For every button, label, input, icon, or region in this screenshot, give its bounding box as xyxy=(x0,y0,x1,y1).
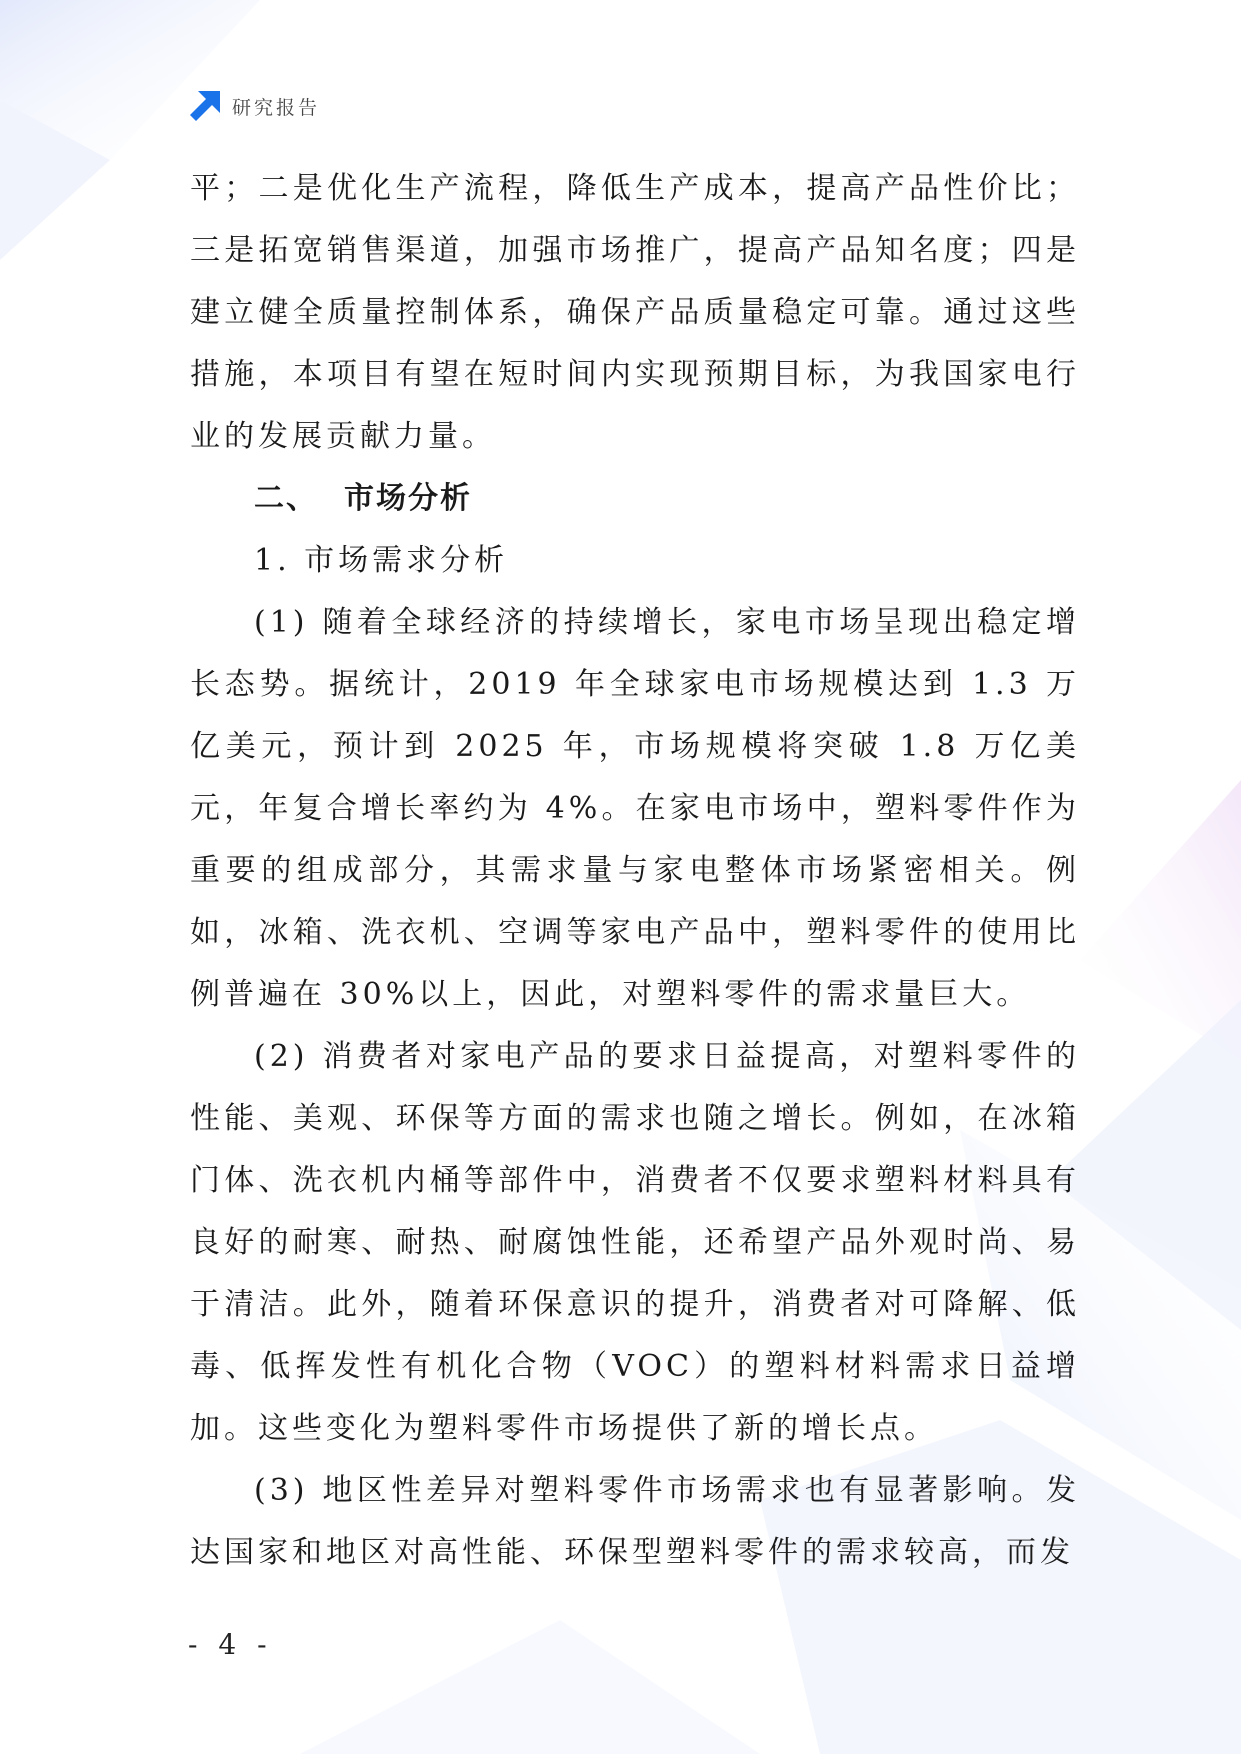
continuation-paragraph: 平；二是优化生产流程，降低生产成本，提高产品性价比；三是拓宽销售渠道，加强市场推广，提高产品知名度；四是建立健全质量控制体系，确保产品质量稳定可靠。通过这些措施，本项目有望在短时间内实现预期目标，为我国家电行业的发展贡献力量。 xyxy=(190,171,1080,454)
header-title: 研究报告 xyxy=(232,96,321,119)
page-number: - 4 - xyxy=(188,1628,273,1661)
arrow-logo-icon xyxy=(188,89,222,123)
subsection-heading: 1. 市场需求分析 xyxy=(254,543,509,578)
paragraph-3: (3) 地区性差异对塑料零件市场需求也有显著影响。发达国家和地区对高性能、环保型塑料零件的需求较高，而发 xyxy=(190,1473,1080,1570)
paragraph-1: (1) 随着全球经济的持续增长，家电市场呈现出稳定增长态势。据统计，2019 年全球家电市场规模达到 1.3 万亿美元，预计到 2025 年，市场规模将突破 1.8 万亿美元，年复合增长率约为 4%。在家电市场中，塑料零件作为重要的组成部分，其需求量与家电整体市场紧密相关。例如，冰箱、洗衣机、空调等家电产品中，塑料零件的使用比例普遍在 30%以上，因此，对塑料零件的需求量巨大。 xyxy=(190,605,1080,1012)
paragraph-2: (2) 消费者对家电产品的要求日益提高，对塑料零件的性能、美观、环保等方面的需求也随之增长。例如，在冰箱门体、洗衣机内桶等部件中，消费者不仅要求塑料材料具有良好的耐寒、耐热、耐腐蚀性能，还希望产品外观时尚、易于清洁。此外，随着环保意识的提升，消费者对可降解、低毒、低挥发性有机化合物（VOC）的塑料材料需求日益增加。这些变化为塑料零件市场提供了新的增长点。 xyxy=(190,1039,1080,1446)
section-heading xyxy=(190,468,1080,530)
report-header xyxy=(188,88,320,124)
document-body xyxy=(190,158,1080,1584)
section-title: 市场分析 xyxy=(344,481,472,516)
section-number: 二、 xyxy=(254,481,318,516)
